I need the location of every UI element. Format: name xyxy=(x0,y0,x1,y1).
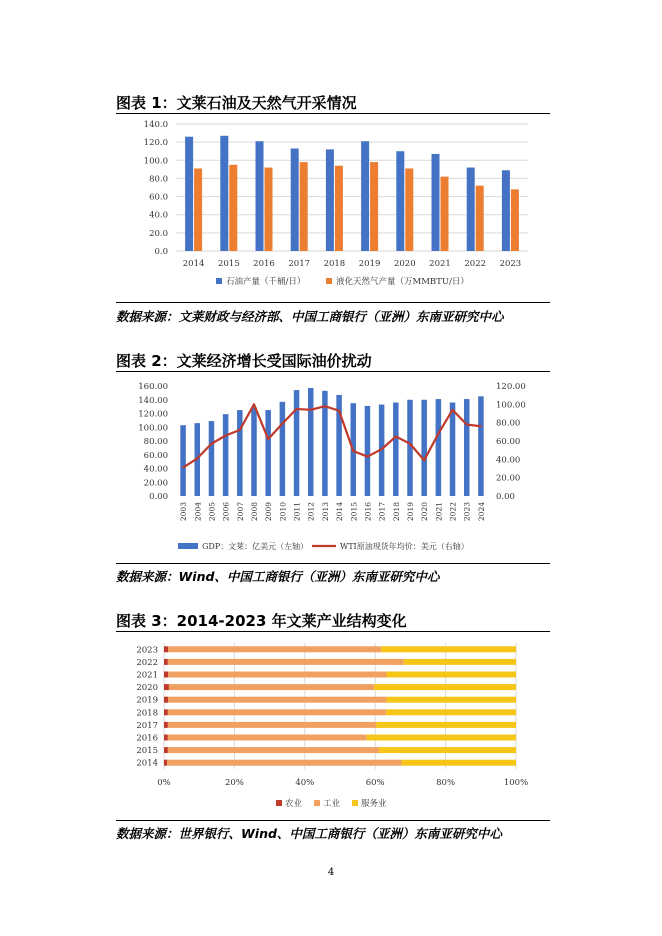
chart2-gdp-bar xyxy=(478,396,484,496)
chart2-wti-point xyxy=(324,405,326,407)
chart2-left-ytick-label: 20.00 xyxy=(143,478,168,489)
chart2-gdp-bar xyxy=(436,399,442,496)
chart3-legend-swatch xyxy=(352,800,358,806)
chart3-ytick-label: 2022 xyxy=(136,657,158,668)
chart3-segment-农业 xyxy=(164,747,168,753)
chart2-wti-point xyxy=(480,426,482,428)
chart2-gdp-bar xyxy=(407,400,413,496)
chart1-bar xyxy=(291,148,299,251)
chart1-xtick-label: 2018 xyxy=(323,259,346,269)
chart2-wti-point xyxy=(367,456,369,458)
chart2-gdp-bar xyxy=(180,425,186,496)
chart2-legend-swatch-gdp xyxy=(178,543,198,549)
chart1-ytick-label: 60.0 xyxy=(149,192,168,203)
chart2-xtick-label: 2022 xyxy=(448,502,458,522)
chart2-xtick-label: 2012 xyxy=(306,502,316,522)
chart1-bar xyxy=(265,168,273,251)
chart2-xtick-label: 2020 xyxy=(420,502,430,522)
chart2-wti-point xyxy=(452,409,454,411)
chart3-legend-label: 工业 xyxy=(323,799,341,809)
chart1-bar xyxy=(396,151,404,251)
chart2-left-ytick-label: 140.00 xyxy=(138,395,168,406)
chart1-ytick-label: 140.0 xyxy=(143,120,168,130)
chart1-ytick-label: 40.0 xyxy=(149,210,168,221)
chart2-gdp-bar xyxy=(251,407,257,496)
chart1-bar xyxy=(361,141,369,251)
chart3-bottom-rule xyxy=(116,820,550,821)
chart1-ytick-label: 20.0 xyxy=(149,228,168,239)
chart2-xtick-label: 2016 xyxy=(363,502,373,522)
chart2-wti-point xyxy=(381,448,383,450)
chart1-legend-swatch xyxy=(326,278,332,284)
chart2-xtick-label: 2021 xyxy=(434,502,444,522)
chart3-ytick-label: 2021 xyxy=(136,670,158,681)
chart1-ytick-label: 100.0 xyxy=(143,156,168,167)
chart3-ytick-label: 2015 xyxy=(136,746,158,757)
chart2-right-ytick-label: 40.00 xyxy=(496,455,521,466)
chart1-bottom-rule xyxy=(116,302,550,303)
chart2-xtick-label: 2010 xyxy=(278,502,288,522)
chart2-wti-point xyxy=(211,443,213,445)
chart1-bar xyxy=(432,154,440,251)
chart1-bar xyxy=(405,168,413,251)
chart3-ytick-label: 2014 xyxy=(136,758,158,769)
chart2-xtick-label: 2003 xyxy=(179,502,189,522)
chart1-oil-gas-bar-chart xyxy=(116,114,550,300)
chart2-bottom-rule xyxy=(116,563,550,564)
chart2-xtick-label: 2015 xyxy=(349,502,359,522)
chart3-xtick-label: 60% xyxy=(365,778,385,788)
chart2-wti-point xyxy=(438,433,440,435)
chart3-segment-农业 xyxy=(164,760,167,766)
chart2-gdp-bar xyxy=(237,410,243,496)
chart1-bar xyxy=(335,166,343,251)
chart3-ytick-label: 2017 xyxy=(136,720,158,731)
chart1-bar xyxy=(511,189,519,251)
chart2-right-ytick-label: 20.00 xyxy=(496,473,521,484)
chart2-left-ytick-label: 160.00 xyxy=(138,382,168,392)
chart3-segment-工业 xyxy=(169,684,374,690)
chart1-bar xyxy=(229,165,237,251)
chart1-xtick-label: 2021 xyxy=(429,259,451,269)
chart2-right-ytick-label: 100.00 xyxy=(496,400,526,411)
chart2-right-ytick-label: 80.00 xyxy=(496,418,521,429)
chart2-gdp-bar xyxy=(209,421,215,496)
chart1-xtick-label: 2014 xyxy=(182,259,205,269)
chart2-wti-point xyxy=(182,467,184,469)
chart2-xtick-label: 2014 xyxy=(335,502,345,522)
chart1-xtick-label: 2019 xyxy=(358,259,381,269)
chart3-legend-swatch xyxy=(314,800,320,806)
chart1-legend-label: 石油产量（千桶/日） xyxy=(226,277,306,287)
chart2-gdp-bar xyxy=(280,402,286,496)
chart3-legend-label: 服务业 xyxy=(361,799,387,809)
chart3-segment-服务业 xyxy=(404,659,516,665)
chart1-xtick-label: 2022 xyxy=(464,259,487,269)
chart2-gdp-bar xyxy=(265,410,271,496)
chart1-bar xyxy=(441,177,449,251)
chart2-wti-point xyxy=(253,404,255,406)
chart3-segment-农业 xyxy=(164,659,168,665)
chart3-xtick-label: 0% xyxy=(157,778,171,788)
chart2-xtick-label: 2006 xyxy=(221,502,231,522)
chart1-xtick-label: 2020 xyxy=(393,259,416,269)
chart2-gdp-bar xyxy=(450,403,456,497)
chart2-left-ytick-label: 80.00 xyxy=(143,437,168,447)
chart3-segment-工业 xyxy=(168,672,386,678)
chart3-segment-农业 xyxy=(164,697,168,703)
chart1-bar xyxy=(502,170,510,251)
chart3-segment-服务业 xyxy=(386,672,516,678)
chart2-xtick-label: 2011 xyxy=(292,502,302,522)
chart2-gdp-bar xyxy=(421,400,427,496)
chart2-wti-point xyxy=(282,423,284,425)
chart1-bar xyxy=(370,162,378,251)
chart2-left-ytick-label: 120.00 xyxy=(138,409,168,420)
chart2-wti-point xyxy=(296,408,298,410)
chart3-segment-服务业 xyxy=(376,722,516,728)
chart1-xtick-label: 2017 xyxy=(288,259,311,269)
chart3-segment-工业 xyxy=(168,722,376,728)
chart2-gdp-oil-combo-chart xyxy=(116,372,550,562)
chart1-xtick-label: 2016 xyxy=(253,259,275,269)
chart2-xtick-label: 2005 xyxy=(207,502,217,522)
chart1-bar xyxy=(467,168,475,251)
chart3-source: 数据来源：世界银行、Wind、中国工商银行（亚洲）东南亚研究中心 xyxy=(116,826,502,841)
chart2-gdp-bar xyxy=(464,399,470,496)
chart2-wti-point xyxy=(395,436,397,438)
chart3-segment-农业 xyxy=(164,684,169,690)
chart3-xtick-label: 40% xyxy=(295,778,315,788)
chart3-segment-服务业 xyxy=(367,735,516,741)
chart2-right-ytick-label: 0.00 xyxy=(496,492,515,502)
chart3-segment-农业 xyxy=(164,646,168,652)
chart3-segment-工业 xyxy=(167,760,401,766)
chart1-ytick-label: 0.0 xyxy=(154,247,168,257)
chart3-xtick-label: 100% xyxy=(503,778,529,788)
chart3-segment-工业 xyxy=(168,659,404,665)
chart2-wti-point xyxy=(338,410,340,412)
chart3-segment-服务业 xyxy=(379,747,516,753)
chart2-source: 数据来源：Wind、中国工商银行（亚洲）东南亚研究中心 xyxy=(116,569,440,584)
chart2-wti-point xyxy=(239,429,241,431)
chart1-xtick-label: 2023 xyxy=(499,259,522,269)
chart1-bar xyxy=(185,137,193,251)
chart1-bar xyxy=(300,162,308,251)
chart2-xtick-label: 2023 xyxy=(462,502,472,522)
chart2-xtick-label: 2019 xyxy=(406,502,415,522)
chart1-bar xyxy=(476,186,484,251)
page-number: 4 xyxy=(327,867,335,878)
chart3-segment-工业 xyxy=(168,646,381,652)
chart3-segment-工业 xyxy=(168,697,386,703)
chart1-source: 数据来源：文莱财政与经济部、中国工商银行（亚洲）东南亚研究中心 xyxy=(116,309,504,324)
chart1-ytick-label: 80.0 xyxy=(149,174,168,185)
chart2-gdp-bar xyxy=(308,388,314,496)
chart3-ytick-label: 2023 xyxy=(136,645,158,656)
chart2-wti-point xyxy=(225,435,227,437)
chart2-xtick-label: 2018 xyxy=(391,502,401,522)
chart3-segment-服务业 xyxy=(386,709,516,715)
chart2-left-ytick-label: 0.00 xyxy=(149,492,168,502)
chart2-right-ytick-label: 60.00 xyxy=(496,437,521,447)
chart3-segment-农业 xyxy=(164,672,168,678)
chart1-bar xyxy=(194,168,202,251)
chart3-segment-农业 xyxy=(164,709,168,715)
chart2-wti-point xyxy=(310,409,312,411)
chart3-industry-structure-chart xyxy=(116,633,550,819)
chart2-left-ytick-label: 60.00 xyxy=(143,450,168,461)
chart2-legend-label-gdp: GDP：文莱：亿美元（左轴） xyxy=(202,542,309,551)
chart2-xtick-label: 2013 xyxy=(320,502,330,522)
chart3-xtick-label: 80% xyxy=(436,778,456,788)
chart2-xtick-label: 2009 xyxy=(264,502,274,522)
chart3-ytick-label: 2019 xyxy=(136,695,158,706)
chart1-legend-swatch xyxy=(216,278,222,284)
chart2-left-ytick-label: 40.00 xyxy=(143,464,168,475)
chart2-wti-point xyxy=(466,424,468,426)
chart3-segment-农业 xyxy=(164,722,168,728)
chart2-wti-point xyxy=(352,450,354,452)
chart3-segment-工业 xyxy=(168,709,386,715)
chart2-gdp-bar xyxy=(365,406,371,496)
chart3-segment-服务业 xyxy=(402,760,516,766)
chart2-wti-point xyxy=(409,443,411,445)
chart3-ytick-label: 2020 xyxy=(136,683,158,694)
chart2-gdp-bar xyxy=(223,414,229,496)
chart3-ytick-label: 2016 xyxy=(136,733,158,744)
chart3-title: 图表 3：2014-2023 年文莱产业结构变化 xyxy=(116,612,407,630)
chart3-segment-服务业 xyxy=(374,684,516,690)
chart2-xtick-label: 2004 xyxy=(193,502,203,522)
chart2-wti-point xyxy=(267,438,269,440)
chart3-segment-服务业 xyxy=(381,646,516,652)
chart3-xtick-label: 20% xyxy=(224,778,244,788)
chart1-legend-label: 液化天然气产量（万MMBTU/日） xyxy=(336,277,469,287)
chart2-xtick-label: 2007 xyxy=(235,502,245,522)
chart2-legend-label-wti: WTI原油现货年均价：美元（右轴） xyxy=(340,542,469,551)
chart2-right-ytick-label: 120.00 xyxy=(496,382,526,392)
chart2-xtick-label: 2024 xyxy=(476,502,486,522)
chart3-segment-服务业 xyxy=(386,697,516,703)
chart2-left-ytick-label: 100.00 xyxy=(138,423,168,434)
chart3-segment-工业 xyxy=(168,735,367,741)
chart2-xtick-label: 2008 xyxy=(250,502,259,522)
chart1-xtick-label: 2015 xyxy=(217,259,240,269)
chart2-gdp-bar xyxy=(393,403,399,497)
chart2-title: 图表 2：文莱经济增长受国际油价扰动 xyxy=(116,352,372,370)
chart3-top-rule xyxy=(116,631,550,632)
chart2-wti-point xyxy=(423,459,425,461)
chart1-bar xyxy=(256,141,264,251)
chart2-wti-point xyxy=(196,458,198,460)
chart1-bar xyxy=(326,149,334,251)
chart2-xtick-label: 2017 xyxy=(377,502,387,522)
chart3-ytick-label: 2018 xyxy=(136,708,158,719)
chart3-legend-label: 农业 xyxy=(285,799,303,809)
chart2-gdp-bar xyxy=(294,390,300,496)
chart3-legend-swatch xyxy=(276,800,282,806)
chart1-title: 图表 1：文莱石油及天然气开采情况 xyxy=(116,94,357,112)
chart3-segment-农业 xyxy=(164,735,168,741)
chart1-bar xyxy=(220,136,228,251)
chart3-segment-工业 xyxy=(168,747,379,753)
chart1-ytick-label: 120.0 xyxy=(143,138,168,149)
